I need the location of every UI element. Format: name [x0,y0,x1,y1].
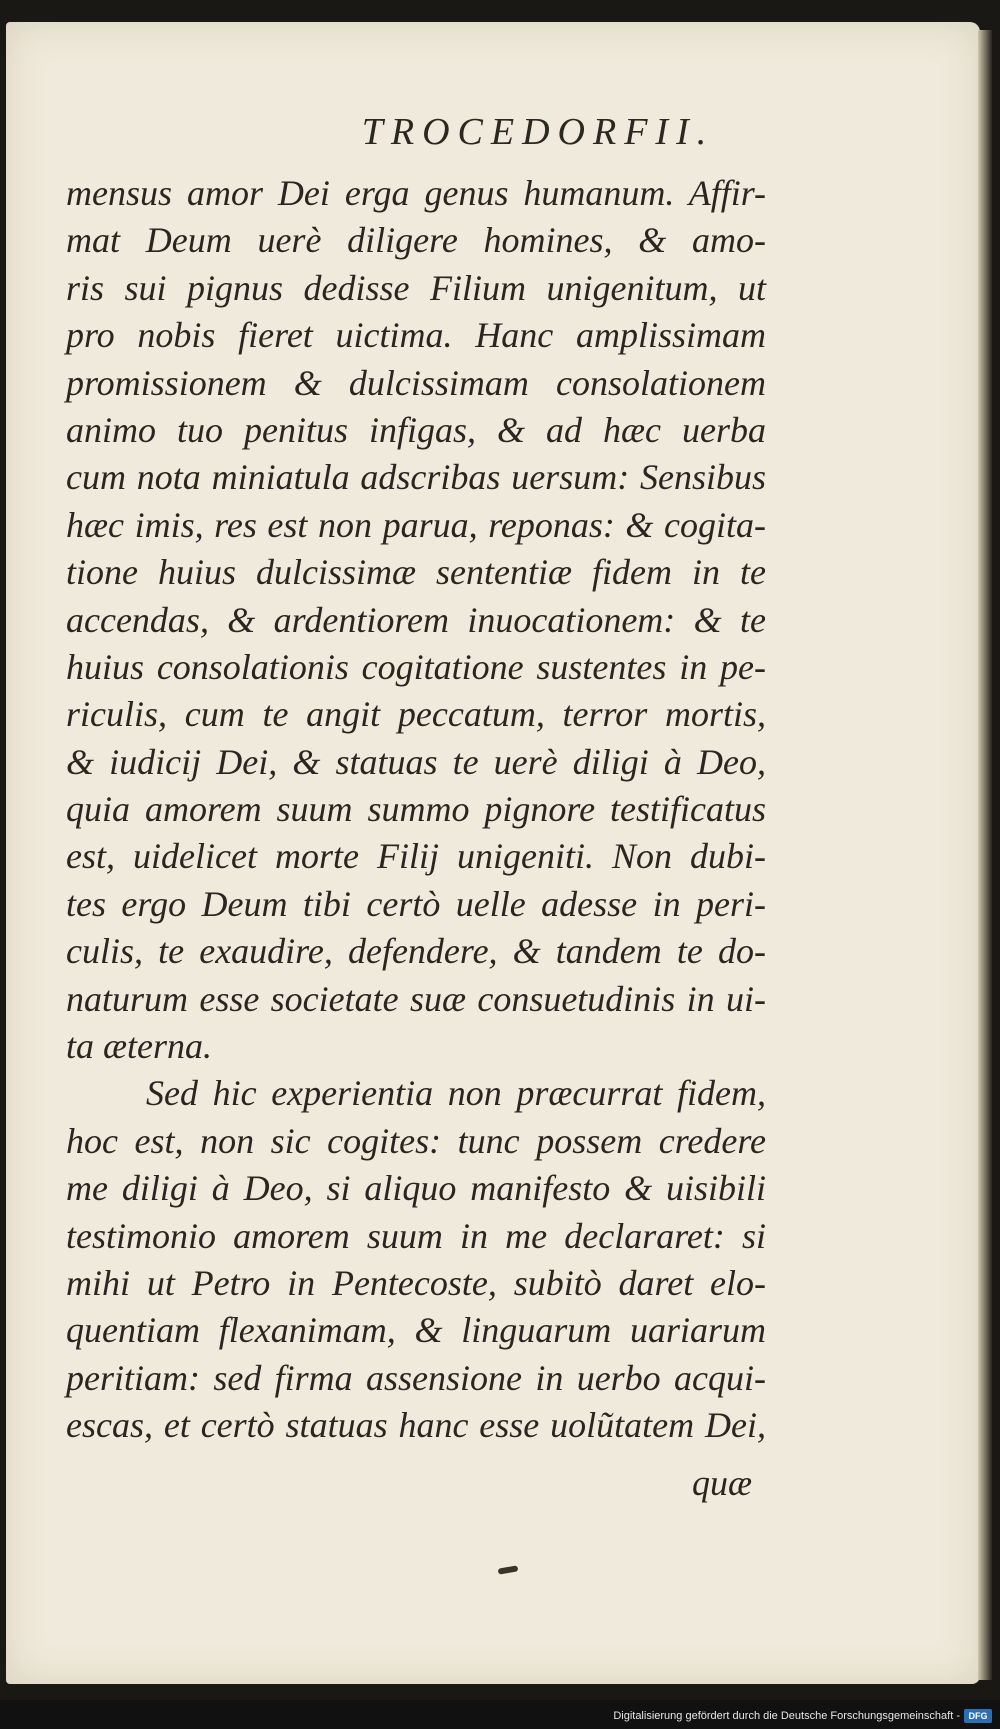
text-line: escas, et certò statuas hanc esse uolũtatem Dei, [66,1405,766,1446]
text-line: quia amorem suum summo pignore testificatus [66,789,766,830]
book-page [6,22,980,1684]
text-line: peritiam: sed firma assensione in uerbo acqui- [66,1357,766,1398]
text-line: mensus amor Dei erga genus humanum. Affir- [66,173,766,213]
body-text [66,170,766,1450]
text-line: testimonio amorem suum in me declararet: si [66,1215,766,1256]
text-line: animo tuo penitus infigas, & ad hæc uerba [66,409,766,450]
text-line: hæc imis, res est non parua, reponas: & cogita- [66,504,766,545]
text-line: tes ergo Deum tibi certò uelle adesse in peri- [66,883,766,924]
text-line: ta æterna. [66,1026,213,1067]
funding-credit: Digitalisierung gefördert durch die Deutsche Forschungsgemeinschaft - [613,1710,960,1722]
text-line: mat Deum uerè diligere homines, & amo- [66,220,766,261]
text-line: est, uidelicet morte Filij unigeniti. Non dubi- [66,836,766,877]
text-line: mihi ut Petro in Pentecoste, subitò daret elo- [66,1262,766,1303]
text-line: accendas, & ardentiorem inuocationem: & te [66,599,766,640]
text-line: tione huius dulcissimæ sententiæ fidem in te [66,552,766,593]
ink-mark [498,1565,519,1574]
text-line: quentiam flexanimam, & linguarum uariarum [66,1310,766,1351]
text-line: pro nobis fieret uictima. Hanc amplissimam [66,315,766,356]
running-head [6,110,980,154]
text-line: Sed hic experientia non præcurrat fidem, [146,1073,766,1114]
text-line: hoc est, non sic cogites: tunc possem credere [66,1120,766,1161]
text-line: promissionem & dulcissimam consolationem [66,362,766,403]
text-line: & iudicij Dei, & statuas te uerè diligi à Deo, [66,741,766,782]
text-line: naturum esse societate suæ consuetudinis in ui- [66,978,766,1019]
text-line: me diligi à Deo, si aliquo manifesto & uisibili [66,1168,766,1209]
text-line: ris sui pignus dedisse Filium unigenitum, ut [66,267,766,308]
text-line: culis, te exaudire, defendere, & tandem te do- [66,931,766,972]
page-edge [978,30,992,1680]
running-head-text: TROCEDORFII. [361,111,715,153]
text-line: riculis, cum te angit peccatum, terror mortis, [66,694,766,735]
catchword: quæ [691,1463,752,1503]
text-line: huius consolationis cogitatione sustentes in pe- [66,646,766,687]
text-line: cum nota miniatula adscribas uersum: Sensibus [66,457,766,498]
dfg-logo-icon: DFG [964,1709,992,1723]
